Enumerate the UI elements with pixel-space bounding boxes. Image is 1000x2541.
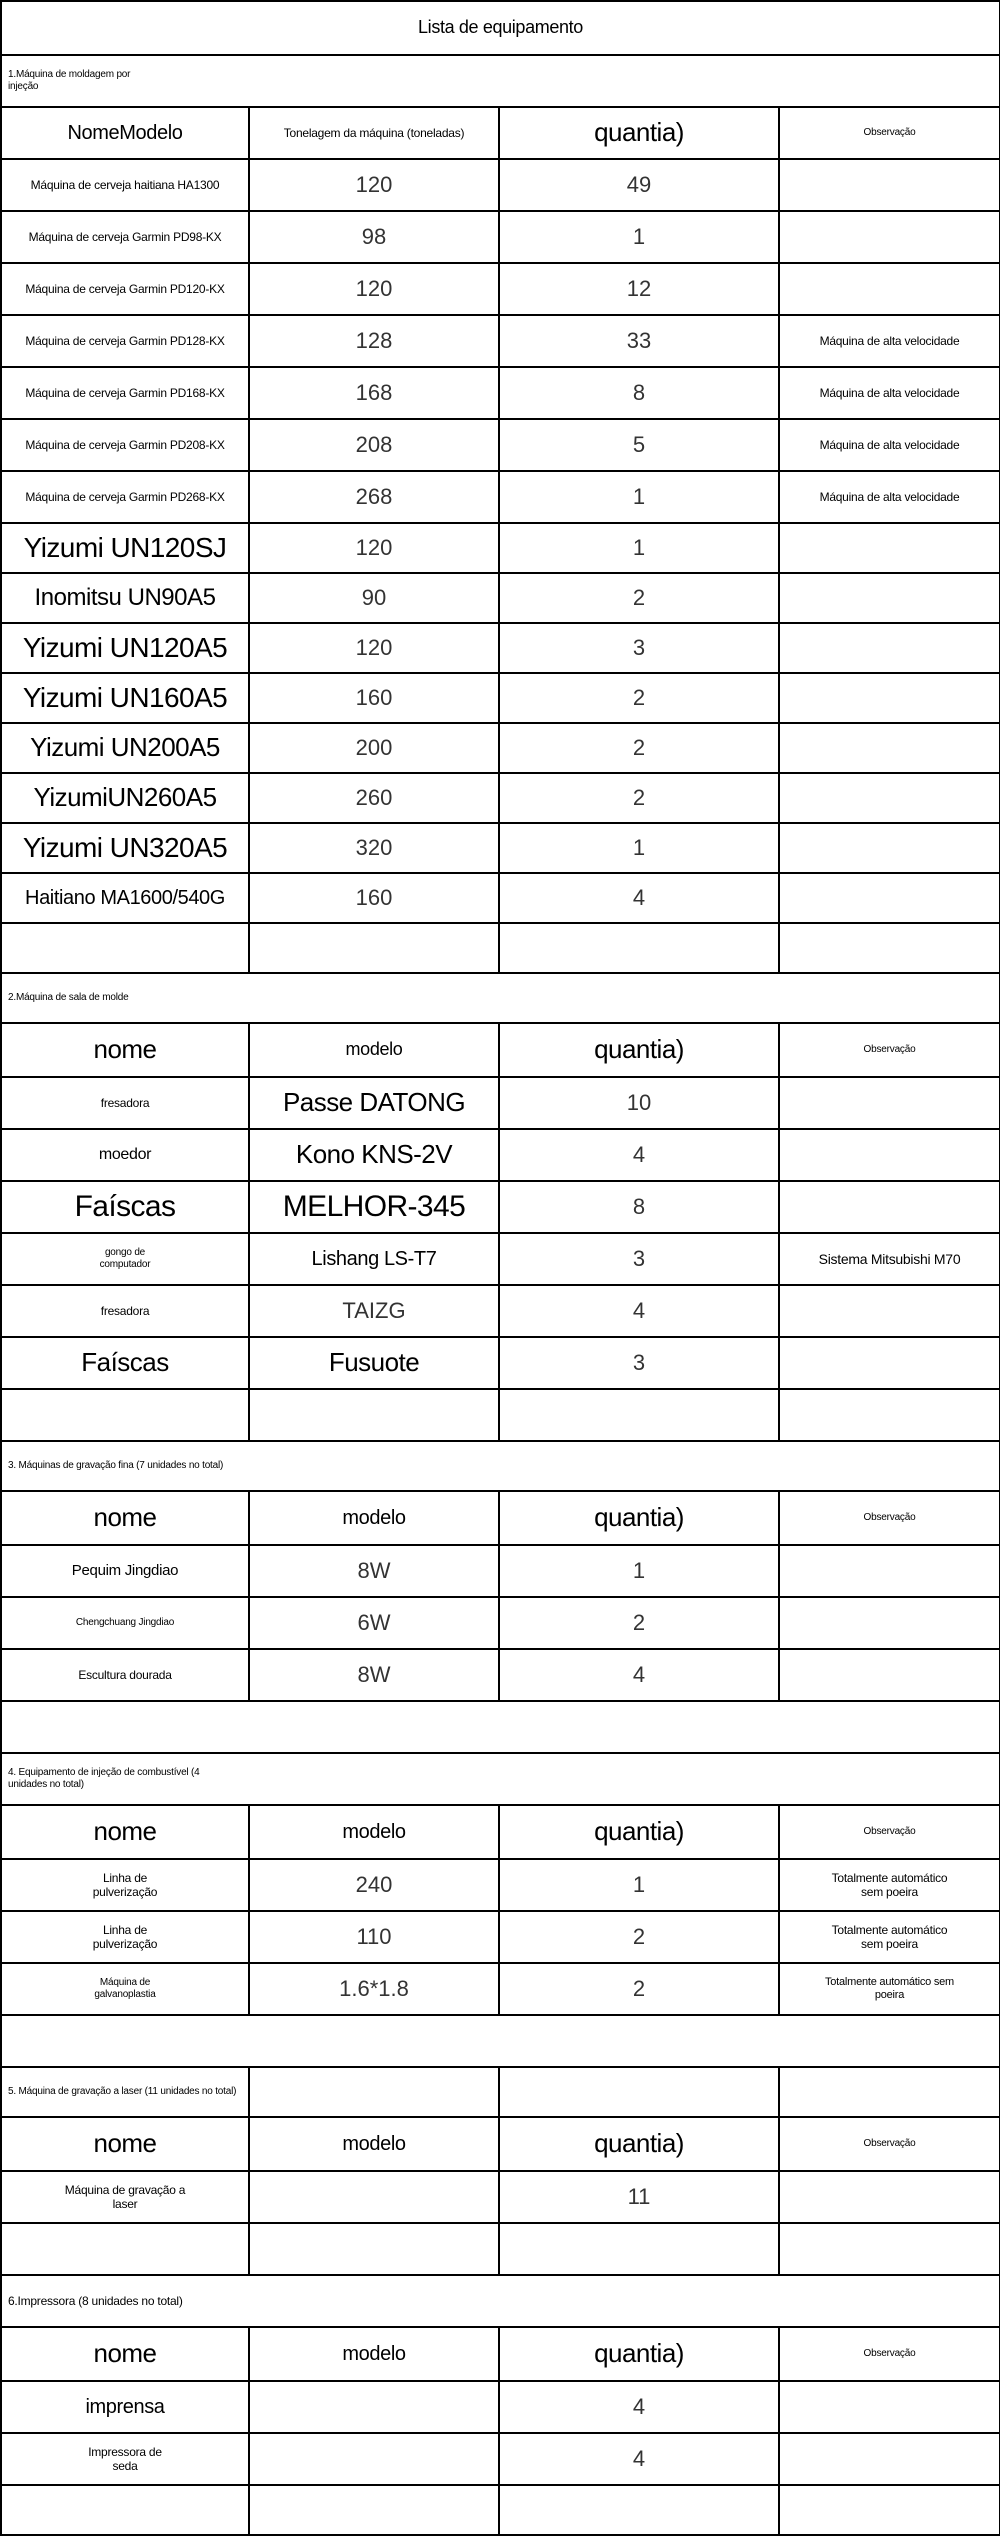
- cell-name: Faíscas: [1, 1337, 249, 1389]
- cell-quantity: 2: [499, 723, 779, 773]
- cell-model: 1.6*1.8: [249, 1963, 499, 2015]
- cell-note: [779, 263, 1000, 315]
- cell-note: Sistema Mitsubishi M70: [779, 1233, 1000, 1285]
- cell-name: Yizumi UN200A5: [1, 723, 249, 773]
- section-heading: 3. Máquinas de gravação fina (7 unidades no total): [1, 1441, 1000, 1491]
- cell-name: Máquina de cerveja Garmin PD268-KX: [1, 471, 249, 523]
- table-row: [1, 573, 1000, 623]
- empty-cell: [1, 2223, 249, 2275]
- cell-name: Máquina de galvanoplastia: [1, 1963, 249, 2015]
- cell-model: Lishang LS-T7: [249, 1233, 499, 1285]
- section-heading-row: [1, 2275, 1000, 2327]
- cell-quantity: 33: [499, 315, 779, 367]
- header-model: Tonelagem da máquina (toneladas): [249, 107, 499, 159]
- header-note: Observação: [779, 2327, 1000, 2381]
- cell-name: Linha de pulverização: [1, 1911, 249, 1963]
- table-row: [1, 1233, 1000, 1285]
- header-model: modelo: [249, 1491, 499, 1545]
- cell-name: Pequim Jingdiao: [1, 1545, 249, 1597]
- cell-model: 110: [249, 1911, 499, 1963]
- empty-cell: [249, 1389, 499, 1441]
- header-row: [1, 1023, 1000, 1077]
- cell-quantity: 5: [499, 419, 779, 471]
- table-row: [1, 723, 1000, 773]
- table-row: [1, 1597, 1000, 1649]
- table-row: [1, 263, 1000, 315]
- table-row: [1, 773, 1000, 823]
- header-row: [1, 2327, 1000, 2381]
- cell-note: [779, 723, 1000, 773]
- cell-quantity: 4: [499, 873, 779, 923]
- cell-quantity: 1: [499, 1545, 779, 1597]
- table-row: [1, 1337, 1000, 1389]
- cell-model: 8W: [249, 1649, 499, 1701]
- cell-name: fresadora: [1, 1285, 249, 1337]
- table-row: [1, 623, 1000, 673]
- table-row: [1, 823, 1000, 873]
- header-model: modelo: [249, 1805, 499, 1859]
- table-row: [1, 2433, 1000, 2485]
- cell-model: Passe DATONG: [249, 1077, 499, 1129]
- cell-model: 200: [249, 723, 499, 773]
- section-heading-row: [1, 973, 1000, 1023]
- cell-model: 168: [249, 367, 499, 419]
- cell-model: 260: [249, 773, 499, 823]
- cell-name: Máquina de cerveja Garmin PD168-KX: [1, 367, 249, 419]
- cell-model: 120: [249, 159, 499, 211]
- cell-note: [779, 1337, 1000, 1389]
- header-quantity: quantia): [499, 1491, 779, 1545]
- table-row: [1, 1285, 1000, 1337]
- empty-cell: [249, 2485, 499, 2535]
- section-heading-row: [1, 1753, 1000, 1805]
- cell-quantity: 2: [499, 1597, 779, 1649]
- empty-cell: [1, 2485, 249, 2535]
- cell-model: 120: [249, 263, 499, 315]
- cell-quantity: 11: [499, 2171, 779, 2223]
- header-model: modelo: [249, 2117, 499, 2171]
- table-row: [1, 523, 1000, 573]
- table-row: [1, 1963, 1000, 2015]
- cell-note: [779, 773, 1000, 823]
- cell-quantity: 3: [499, 1233, 779, 1285]
- cell-model: [249, 2381, 499, 2433]
- cell-note: [779, 211, 1000, 263]
- cell-name: Inomitsu UN90A5: [1, 573, 249, 623]
- header-quantity: quantia): [499, 2327, 779, 2381]
- cell-quantity: 2: [499, 1963, 779, 2015]
- cell-quantity: 2: [499, 1911, 779, 1963]
- empty-row: [1, 2015, 1000, 2067]
- cell-name: Yizumi UN120SJ: [1, 523, 249, 573]
- cell-note: Máquina de alta velocidade: [779, 471, 1000, 523]
- cell-note: Totalmente automático sem poeira: [779, 1859, 1000, 1911]
- header-model: modelo: [249, 1023, 499, 1077]
- cell-note: Totalmente automático sem poeira: [779, 1963, 1000, 2015]
- cell-quantity: 2: [499, 773, 779, 823]
- empty-cell: [249, 923, 499, 973]
- header-quantity: quantia): [499, 2117, 779, 2171]
- cell-model: 268: [249, 471, 499, 523]
- header-note: Observação: [779, 1023, 1000, 1077]
- empty-row: [1, 923, 1000, 973]
- table-row: [1, 367, 1000, 419]
- cell-note: [779, 823, 1000, 873]
- cell-name: Faíscas: [1, 1181, 249, 1233]
- cell-quantity: 1: [499, 471, 779, 523]
- cell-note: [779, 623, 1000, 673]
- header-model: modelo: [249, 2327, 499, 2381]
- title-row: [1, 1, 1000, 55]
- cell-note: [779, 1129, 1000, 1181]
- cell-name: Máquina de gravação a laser: [1, 2171, 249, 2223]
- cell-model: Kono KNS-2V: [249, 1129, 499, 1181]
- header-name: nome: [1, 1023, 249, 1077]
- empty-cell: [779, 2067, 1000, 2117]
- table-row: [1, 1181, 1000, 1233]
- section-heading-row: [1, 1441, 1000, 1491]
- cell-name: YizumiUN260A5: [1, 773, 249, 823]
- empty-cell: [779, 1389, 1000, 1441]
- cell-model: 90: [249, 573, 499, 623]
- section-heading: 6.Impressora (8 unidades no total): [1, 2275, 1000, 2327]
- table-row: [1, 211, 1000, 263]
- header-row: [1, 2117, 1000, 2171]
- cell-quantity: 4: [499, 1129, 779, 1181]
- header-name: nome: [1, 1491, 249, 1545]
- cell-name: fresadora: [1, 1077, 249, 1129]
- cell-quantity: 3: [499, 623, 779, 673]
- cell-note: [779, 2171, 1000, 2223]
- cell-model: MELHOR-345: [249, 1181, 499, 1233]
- cell-model: 120: [249, 523, 499, 573]
- table-row: [1, 1545, 1000, 1597]
- table-row: [1, 419, 1000, 471]
- table-row: [1, 159, 1000, 211]
- cell-name: moedor: [1, 1129, 249, 1181]
- cell-note: [779, 1077, 1000, 1129]
- empty-row: [1, 2223, 1000, 2275]
- header-name: nome: [1, 2327, 249, 2381]
- cell-quantity: 12: [499, 263, 779, 315]
- empty-cell: [499, 1389, 779, 1441]
- section-heading: 5. Máquina de gravação a laser (11 unidades no total): [1, 2067, 249, 2117]
- header-row: [1, 1805, 1000, 1859]
- table-row: [1, 1911, 1000, 1963]
- sheet-title: Lista de equipamento: [1, 1, 1000, 55]
- cell-name: Haitiano MA1600/540G: [1, 873, 249, 923]
- section-heading: 2.Máquina de sala de molde: [1, 973, 1000, 1023]
- empty-cell: [1, 1389, 249, 1441]
- empty-cell: [249, 2067, 499, 2117]
- cell-quantity: 1: [499, 823, 779, 873]
- cell-name: Yizumi UN320A5: [1, 823, 249, 873]
- empty-row: [1, 2485, 1000, 2535]
- header-name: nome: [1, 1805, 249, 1859]
- cell-quantity: 4: [499, 1649, 779, 1701]
- header-quantity: quantia): [499, 1023, 779, 1077]
- cell-note: [779, 2433, 1000, 2485]
- header-name: nome: [1, 2117, 249, 2171]
- cell-note: [779, 1545, 1000, 1597]
- cell-name: imprensa: [1, 2381, 249, 2433]
- empty-cell: [499, 923, 779, 973]
- table-row: [1, 2171, 1000, 2223]
- header-name: NomeModelo: [1, 107, 249, 159]
- cell-name: Chengchuang Jingdiao: [1, 1597, 249, 1649]
- cell-model: 240: [249, 1859, 499, 1911]
- cell-quantity: 2: [499, 573, 779, 623]
- cell-quantity: 4: [499, 2381, 779, 2433]
- table-row: [1, 1649, 1000, 1701]
- header-row: [1, 107, 1000, 159]
- cell-name: Máquina de cerveja Garmin PD120-KX: [1, 263, 249, 315]
- empty-cell: [779, 2485, 1000, 2535]
- empty-cell: [779, 2223, 1000, 2275]
- cell-quantity: 10: [499, 1077, 779, 1129]
- cell-name: Impressora de seda: [1, 2433, 249, 2485]
- cell-name: Yizumi UN120A5: [1, 623, 249, 673]
- empty-cell: [1, 2015, 1000, 2067]
- cell-model: [249, 2433, 499, 2485]
- cell-note: Totalmente automático sem poeira: [779, 1911, 1000, 1963]
- header-quantity: quantia): [499, 107, 779, 159]
- cell-quantity: 3: [499, 1337, 779, 1389]
- cell-name: Máquina de cerveja haitiana HA1300: [1, 159, 249, 211]
- empty-row: [1, 1701, 1000, 1753]
- cell-note: [779, 523, 1000, 573]
- header-note: Observação: [779, 1805, 1000, 1859]
- cell-model: 128: [249, 315, 499, 367]
- cell-name: Escultura dourada: [1, 1649, 249, 1701]
- cell-model: 208: [249, 419, 499, 471]
- cell-note: [779, 1181, 1000, 1233]
- cell-model: 320: [249, 823, 499, 873]
- table-row: [1, 1129, 1000, 1181]
- cell-name: Máquina de cerveja Garmin PD128-KX: [1, 315, 249, 367]
- cell-note: [779, 873, 1000, 923]
- cell-quantity: 8: [499, 1181, 779, 1233]
- cell-note: Máquina de alta velocidade: [779, 367, 1000, 419]
- empty-cell: [499, 2223, 779, 2275]
- empty-cell: [249, 2223, 499, 2275]
- cell-note: [779, 673, 1000, 723]
- cell-name: Yizumi UN160A5: [1, 673, 249, 723]
- section-heading: 4. Equipamento de injeção de combustível (4 unidades no total): [1, 1753, 1000, 1805]
- cell-name: gongo de computador: [1, 1233, 249, 1285]
- cell-note: Máquina de alta velocidade: [779, 419, 1000, 471]
- empty-cell: [499, 2067, 779, 2117]
- cell-model: 98: [249, 211, 499, 263]
- header-note: Observação: [779, 2117, 1000, 2171]
- table-row: [1, 315, 1000, 367]
- cell-note: [779, 1649, 1000, 1701]
- cell-note: [779, 2381, 1000, 2433]
- header-quantity: quantia): [499, 1805, 779, 1859]
- cell-quantity: 4: [499, 1285, 779, 1337]
- cell-model: 160: [249, 873, 499, 923]
- cell-model: 160: [249, 673, 499, 723]
- cell-name: Máquina de cerveja Garmin PD98-KX: [1, 211, 249, 263]
- cell-model: 6W: [249, 1597, 499, 1649]
- cell-model: Fusuote: [249, 1337, 499, 1389]
- cell-quantity: 1: [499, 523, 779, 573]
- cell-quantity: 1: [499, 211, 779, 263]
- header-note: Observação: [779, 107, 1000, 159]
- section-heading-row: [1, 55, 1000, 107]
- cell-quantity: 2: [499, 673, 779, 723]
- empty-cell: [499, 2485, 779, 2535]
- table-row: [1, 873, 1000, 923]
- table-row: [1, 1859, 1000, 1911]
- empty-cell: [1, 923, 249, 973]
- cell-note: [779, 1597, 1000, 1649]
- cell-note: [779, 159, 1000, 211]
- cell-model: [249, 2171, 499, 2223]
- cell-model: TAIZG: [249, 1285, 499, 1337]
- empty-cell: [1, 1701, 1000, 1753]
- empty-cell: [779, 923, 1000, 973]
- cell-note: [779, 573, 1000, 623]
- cell-note: [779, 1285, 1000, 1337]
- table-row: [1, 673, 1000, 723]
- cell-model: 120: [249, 623, 499, 673]
- empty-row: [1, 1389, 1000, 1441]
- cell-note: Máquina de alta velocidade: [779, 315, 1000, 367]
- table-row: [1, 1077, 1000, 1129]
- table-row: [1, 471, 1000, 523]
- cell-model: 8W: [249, 1545, 499, 1597]
- cell-name: Linha de pulverização: [1, 1859, 249, 1911]
- cell-quantity: 4: [499, 2433, 779, 2485]
- section-heading: 1.Máquina de moldagem por injeção: [1, 55, 1000, 107]
- header-row: [1, 1491, 1000, 1545]
- cell-quantity: 49: [499, 159, 779, 211]
- section-heading-row: [1, 2067, 1000, 2117]
- cell-quantity: 1: [499, 1859, 779, 1911]
- header-note: Observação: [779, 1491, 1000, 1545]
- table-row: [1, 2381, 1000, 2433]
- cell-name: Máquina de cerveja Garmin PD208-KX: [1, 419, 249, 471]
- cell-quantity: 8: [499, 367, 779, 419]
